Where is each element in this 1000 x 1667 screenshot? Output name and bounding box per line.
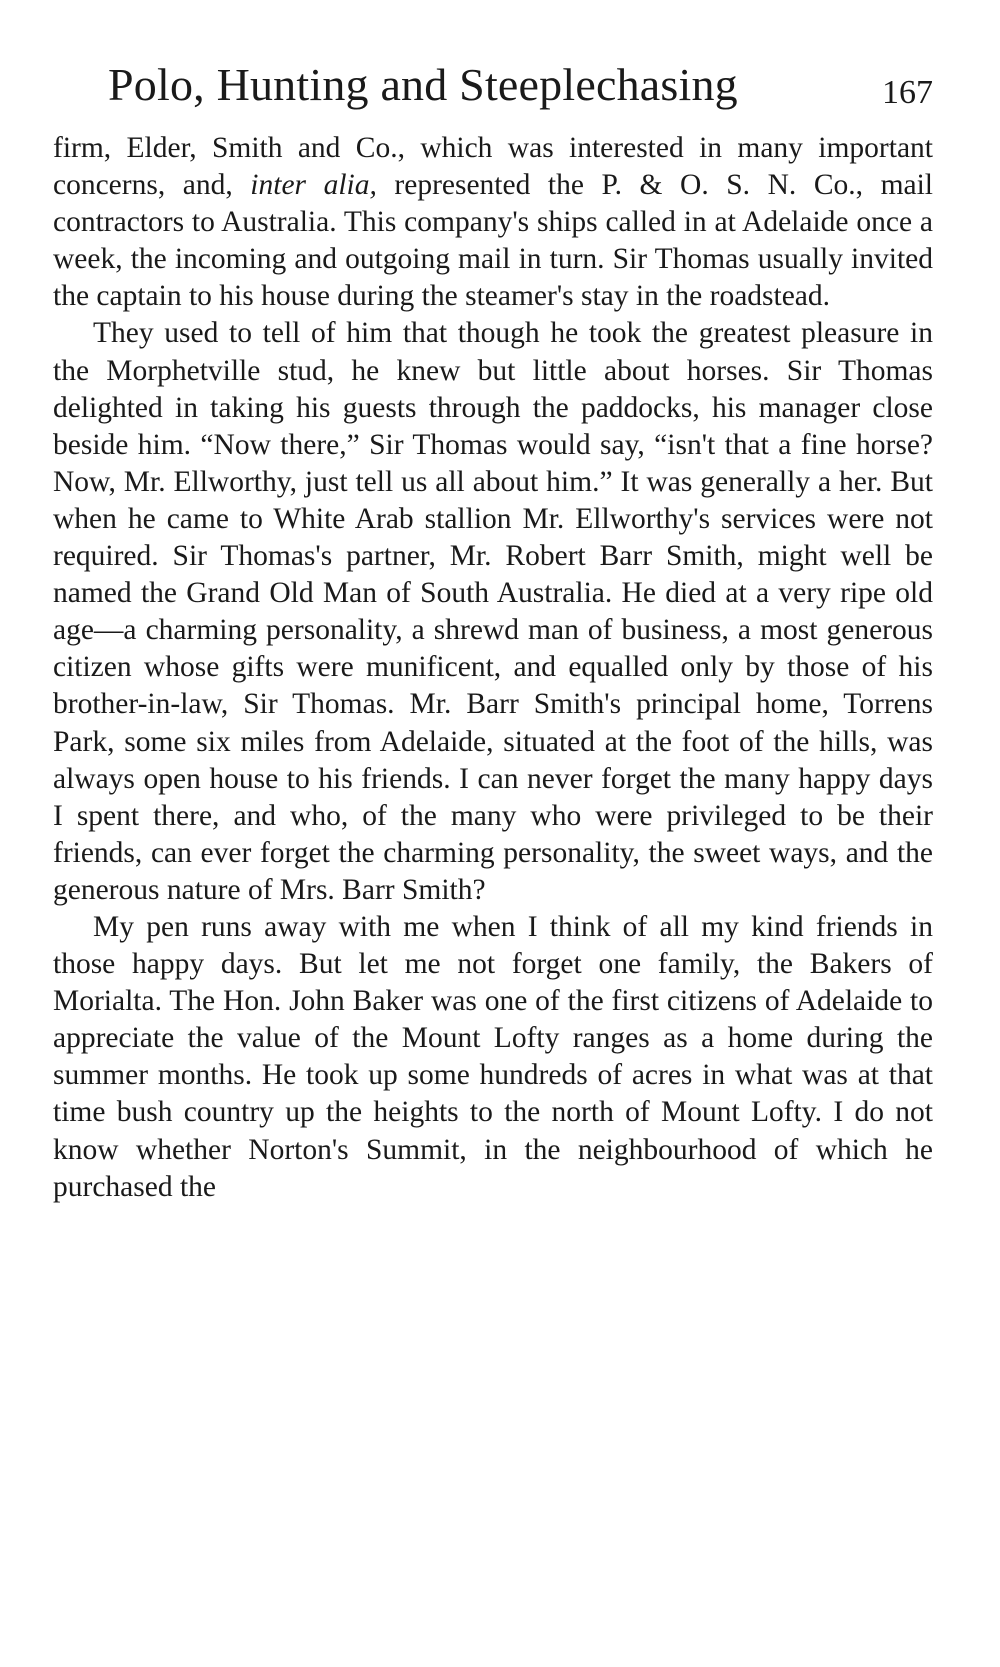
running-head (53, 52, 933, 118)
paragraph-2: They used to tell of him that though he took the greatest pleasure in the Morphetville stud, he knew but little about horses. Sir Thomas delighted in taking his guests through the paddocks, his manager close beside him. “Now there,” Sir Thomas would say, “isn't that a fine horse? Now, Mr. Ellworthy, just tell us all about him.” It was generally a her. But when he came to White Arab stallion Mr. Ellworthy's services were not required. Sir Thomas's partner, Mr. Robert Barr Smith, might well be named the Grand Old Man of South Australia. He died at a very ripe old age—a charming personality, a shrewd man of business, a most generous citizen whose gifts were munificent, and equalled only by those of his brother-in-law, Sir Thomas. Mr. Barr Smith's principal home, Torrens Park, some six miles from Adelaide, situated at the foot of the hills, was always open house to his friends. I can never forget the many happy days I spent there, and who, of the many who were privileged to be their friends, can ever forget the charming personality, the sweet ways, and the generous nature of Mrs. Barr Smith? (53, 317, 933, 906)
running-title: Polo, Hunting and Steeplechasing (108, 59, 738, 110)
paragraph-1-text-end: represented the P. & O. S. N. Co., mail contractors to Australia. This company's ships called in at Adelaide once a week, the incoming and outgoing mail in turn. Sir Thomas usually invited the captain to his house during the steamer's stay in the roadstead. (53, 169, 934, 313)
italic-phrase: inter alia, (250, 169, 377, 202)
page-number: 167 (882, 74, 933, 111)
book-page (53, 52, 933, 1206)
paragraph-3: My pen runs away with me when I think of all my kind friends in those happy days. But let me not forget one family, the Bakers of Morialta. The Hon. John Baker was one of the first citizens of Adelaide to appreciate the value of the Mount Lofty ranges as a home during the summer months. He took up some hundreds of acres in what was at that time bush country up the heights to the north of Mount Lofty. I do not know whether Norton's Summit, in the neighbourhood of which he purchased the (53, 910, 933, 1203)
paragraph-1-text-start: firm, Elder, Smith and Co., which was interested in many important concerns, and, (53, 132, 933, 202)
body-text (53, 130, 933, 1206)
paragraph-1 (53, 130, 933, 315)
